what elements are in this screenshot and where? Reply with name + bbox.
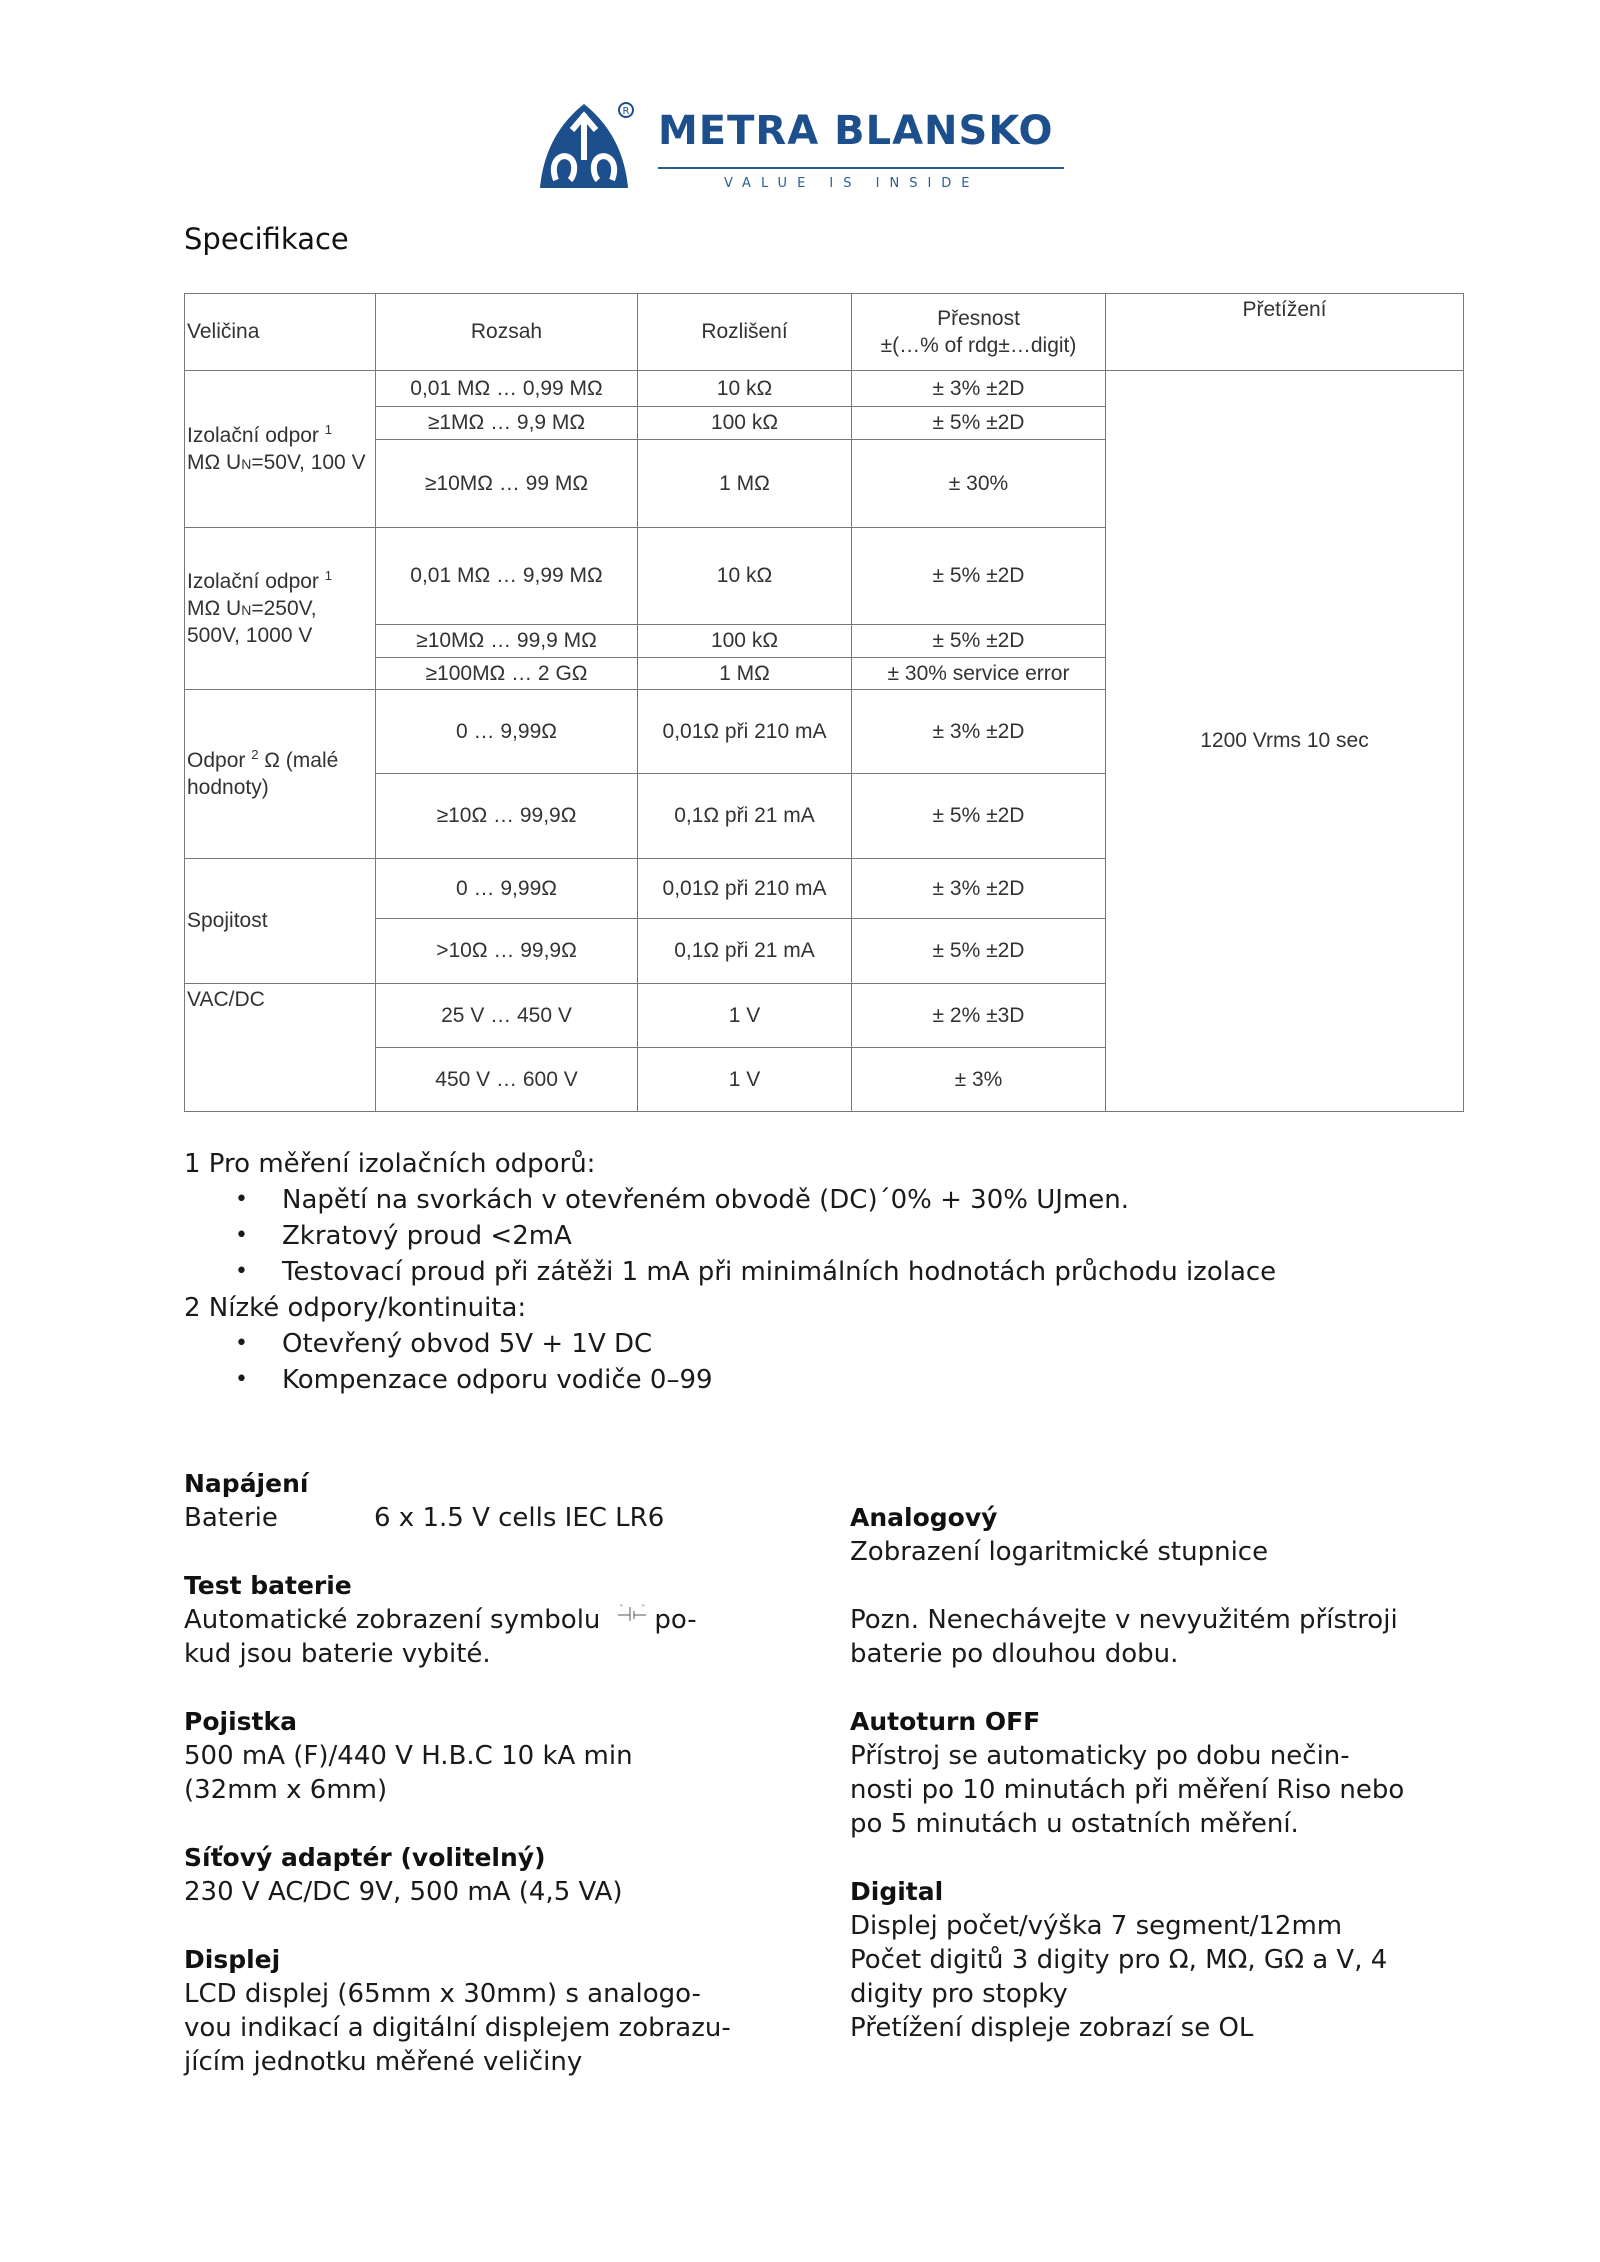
svg-text:": " [642,1604,646,1611]
accuracy-cell: ± 5% ±2D [851,624,1106,658]
quantity-vac-dc: VAC/DC [184,983,376,1112]
resolution-cell: 0,1Ω při 21 mA [637,918,852,984]
header-accuracy-line1: Přesnost [937,306,1020,330]
range-cell: ≥1MΩ … 9,9 MΩ [375,406,638,440]
accuracy-cell: ± 3% ±2D [851,858,1106,919]
adapter-line: 230 V AC/DC 9V, 500 mA (4,5 VA) [184,1877,623,1907]
header-resolution: Rozlišení [637,293,852,371]
section-heading-battery-test: Test baterie [184,1571,352,1600]
accuracy-cell: ± 5% ±2D [851,527,1106,625]
note-line: Pozn. Nenechávejte v nevyužitém přístroji [850,1605,1398,1635]
quantity-text: Izolační odpor $^1$ MΩ UN=250V, 500V, 1000 V [187,567,332,648]
company-logo [534,100,1074,196]
quantity-low-resistance [184,689,376,859]
overload-value: 1200 Vrms 10 sec [1105,370,1464,1112]
right-spec-column [850,1501,1470,2045]
note-line: baterie po dlouhou dobu. [850,1639,1179,1669]
autooff-line: Přístroj se automaticky po dobu nečin- [850,1741,1350,1771]
battery-test-line1: Automatické zobrazení symbolu " " po- [184,1604,697,1635]
power-value: 6 x 1.5 V cells IEC LR6 [374,1503,665,1533]
digital-line: Počet digitů 3 digity pro Ω, MΩ, GΩ a V, 4 [850,1945,1388,1975]
quantity-insulation-high [184,527,376,690]
resolution-cell: 0,01Ω při 210 mA [637,858,852,919]
section-heading-display: Displej [184,1945,281,1974]
digital-line: digity pro stopky [850,1979,1068,2009]
range-cell: ≥100MΩ … 2 GΩ [375,657,638,690]
section-heading-power: Napájení [184,1469,309,1498]
range-cell: 0 … 9,99Ω [375,689,638,774]
power-key: Baterie [184,1503,278,1533]
header-quantity: Veličina [184,293,376,371]
svg-text:R: R [622,106,630,117]
range-cell: 450 V … 600 V [375,1047,638,1112]
resolution-cell: 1 V [637,1047,852,1112]
accuracy-cell: ± 30% [851,439,1106,528]
accuracy-cell: ± 3% ±2D [851,370,1106,407]
resolution-cell: 1 MΩ [637,657,852,690]
section-heading-analog: Analogový [850,1503,998,1532]
fuse-line: 500 mA (F)/440 V H.B.C 10 kA min [184,1741,633,1771]
svg-text:": " [620,1604,624,1611]
section-heading-autooff: Autoturn OFF [850,1707,1041,1736]
range-cell: ≥10MΩ … 99 MΩ [375,439,638,528]
resolution-cell: 10 kΩ [637,370,852,407]
range-cell: 0 … 9,99Ω [375,858,638,919]
fuse-line: (32mm x 6mm) [184,1775,388,1805]
display-line: LCD displej (65mm x 30mm) s analogo- [184,1979,701,2009]
bullet-icon: • [235,1223,248,1248]
footnotes [184,1146,1276,1398]
accuracy-cell: ± 3% [851,1047,1106,1112]
battery-test-line2: kud jsou baterie vybité. [184,1639,491,1669]
range-cell: 0,01 MΩ … 9,99 MΩ [375,527,638,625]
accuracy-cell: ± 2% ±3D [851,983,1106,1048]
power-row [184,1501,784,1535]
accuracy-cell: ± 5% ±2D [851,918,1106,984]
header-accuracy [851,293,1106,371]
header-accuracy-line2: ±(…% of rdg±…digit) [880,334,1077,357]
resolution-cell: 100 kΩ [637,406,852,440]
analog-line: Zobrazení logaritmické stupnice [850,1537,1269,1567]
range-cell: 25 V … 450 V [375,983,638,1048]
logo-divider [658,167,1064,169]
bullet-icon: • [235,1331,248,1356]
bullet-icon: • [235,1367,248,1392]
resolution-cell: 10 kΩ [637,527,852,625]
quantity-continuity: Spojitost [184,858,376,984]
bullet-icon: • [235,1187,248,1212]
autooff-line: po 5 minutách u ostatních měření. [850,1809,1299,1839]
accuracy-cell: ± 5% ±2D [851,773,1106,859]
list-item: • Kompenzace odporu vodiče 0–99 [184,1362,1276,1398]
display-line: vou indikací a digitální displejem zobrazu- [184,2013,731,2043]
digital-line: Přetížení displeje zobrazí se OL [850,2013,1254,2043]
accuracy-cell: ± 5% ±2D [851,406,1106,440]
range-cell: ≥10Ω … 99,9Ω [375,773,638,859]
resolution-cell: 0,1Ω při 21 mA [637,773,852,859]
range-cell: ≥10MΩ … 99,9 MΩ [375,624,638,658]
display-line: jícím jednotku měřené veličiny [184,2047,583,2077]
quantity-text: Odpor $^2$ Ω (malé hodnoty) [187,746,339,799]
section-heading-fuse: Pojistka [184,1707,297,1736]
autooff-line: nosti po 10 minutách při měření Riso nebo [850,1775,1405,1805]
digital-line: Displej počet/výška 7 segment/12mm [850,1911,1343,1941]
section-heading-adapter: Síťový adaptér (volitelný) [184,1843,546,1872]
page-title: Specifikace [184,222,349,256]
note1-title: 1 Pro měření izolačních odporů: [184,1149,596,1179]
resolution-cell: 100 kΩ [637,624,852,658]
quantity-text: Izolační odpor $^1$ MΩ UN=50V, 100 V [187,421,366,474]
range-cell: >10Ω … 99,9Ω [375,918,638,984]
resolution-cell: 1 V [637,983,852,1048]
accuracy-cell: ± 30% service error [851,657,1106,690]
accuracy-cell: ± 3% ±2D [851,689,1106,774]
brand-name: METRA BLANSKO [658,108,1054,154]
header-range: Rozsah [375,293,638,371]
metra-logo-icon [534,100,634,196]
list-item: • Testovací proud při zátěži 1 mA při minimálních hodnotách průchodu izolace [184,1254,1276,1290]
quantity-insulation-low [184,370,376,528]
resolution-cell: 0,01Ω při 210 mA [637,689,852,774]
range-cell: 0,01 MΩ … 0,99 MΩ [375,370,638,407]
header-overload: Přetížení [1105,293,1464,371]
note2-title: 2 Nízké odpory/kontinuita: [184,1293,527,1323]
list-item: • Napětí na svorkách v otevřeném obvodě (DC)´0% + 30% UJmen. [184,1182,1276,1218]
spec-table [184,293,1464,1112]
bullet-icon: • [235,1259,248,1284]
section-heading-digital: Digital [850,1877,944,1906]
battery-symbol-icon [616,1603,650,1623]
left-spec-column [184,1467,784,2079]
resolution-cell: 1 MΩ [637,439,852,528]
list-item: • Otevřený obvod 5V + 1V DC [184,1326,1276,1362]
brand-tagline: VALUE IS INSIDE [724,176,980,191]
list-item: • Zkratový proud <2mA [184,1218,1276,1254]
